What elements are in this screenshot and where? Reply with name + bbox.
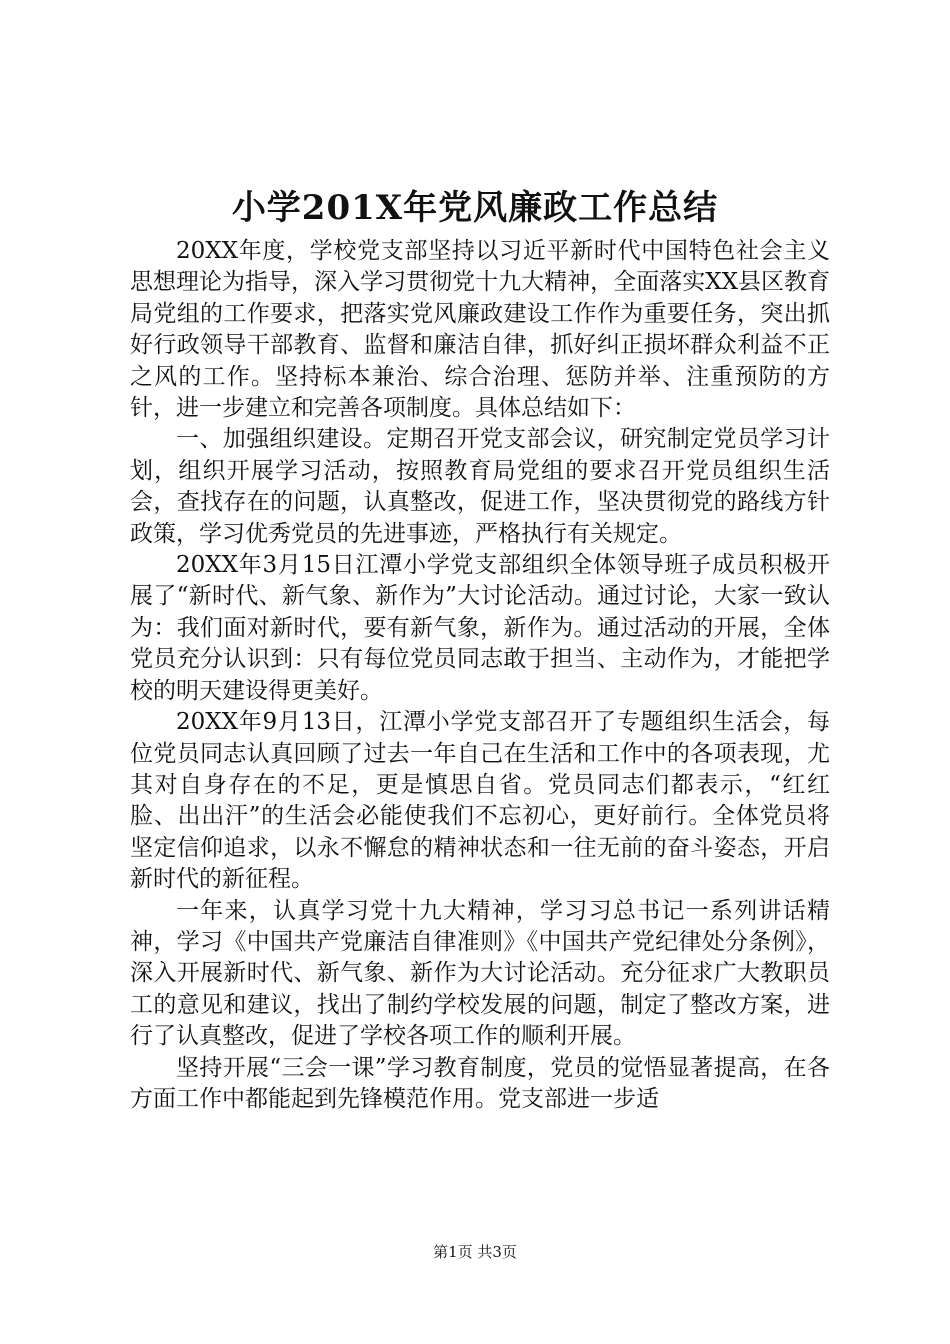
paragraph-march-activity: 20XX年3月15日江潭小学党支部组织全体领导班子成员积极开展了“新时代、新气象、新作为”大讨论活动。通过讨论，大家一致认为：我们面对新时代，要有新气象，新作为。通过活动的开展，全体党员充分认识到：只有每位党员同志敢于担当、主动作为，才能把学校的明天建设得更美好。 xyxy=(130,552,830,704)
paragraph-september-meeting: 20XX年9月13日，江潭小学党支部召开了专题组织生活会，每位党员同志认真回顾了过去一年自己在生活和工作中的各项表现，尤其对自身存在的不足，更是慎思自省。党员同志们都表示，“红红脸、出出汗”的生活会必能使我们不忘初心，更好前行。全体党员将坚定信仰追求，以永不懈怠的精神状态和一往无前的奋斗姿态，开启新时代的新征程。 xyxy=(130,709,830,893)
document-body xyxy=(130,236,830,1115)
paragraph-three-meetings: 坚持开展“三会一课”学习教育制度，党员的觉悟显著提高，在各方面工作中都能起到先锋模范作用。党支部进一步适 xyxy=(130,1054,830,1112)
document-title: 小学201X年党风廉政工作总结 xyxy=(231,188,719,228)
paragraph-year-review: 一年来，认真学习党十九大精神，学习习总书记一系列讲话精神，学习《中国共产党廉洁自律准则》《中国共产党纪律处分条例》，深入开展新时代、新气象、新作为大讨论活动。充分征求广大教职员工的意见和建议，找出了制约学校发展的问题，制定了整改方案，进行了认真整改，促进了学校各项工作的顺利开展。 xyxy=(130,897,830,1050)
paragraph-organization: 一、加强组织建设。定期召开党支部会议，研究制定党员学习计划，组织开展学习活动，按照教育局党组的要求召开党员组织生活会，查找存在的问题，认真整改，促进工作，坚决贯彻党的路线方针政策，学习优秀党员的先进事迹，严格执行有关规定。 xyxy=(130,426,830,547)
paragraph-intro: 20XX年度，学校党支部坚持以习近平新时代中国特色社会主义思想理论为指导，深入学习贯彻党十九大精神，全面落实XX县区教育局党组的工作要求，把落实党风廉政建设工作作为重要任务，突出抓好行政领导干部教育、监督和廉洁自律，抓好纠正损坏群众利益不正之风的工作。坚持标本兼治、综合治理、惩防并举、注重预防的方针，进一步建立和完善各项制度。具体总结如下： xyxy=(130,238,830,422)
page-footer: 第1页 共3页 xyxy=(433,1243,517,1261)
